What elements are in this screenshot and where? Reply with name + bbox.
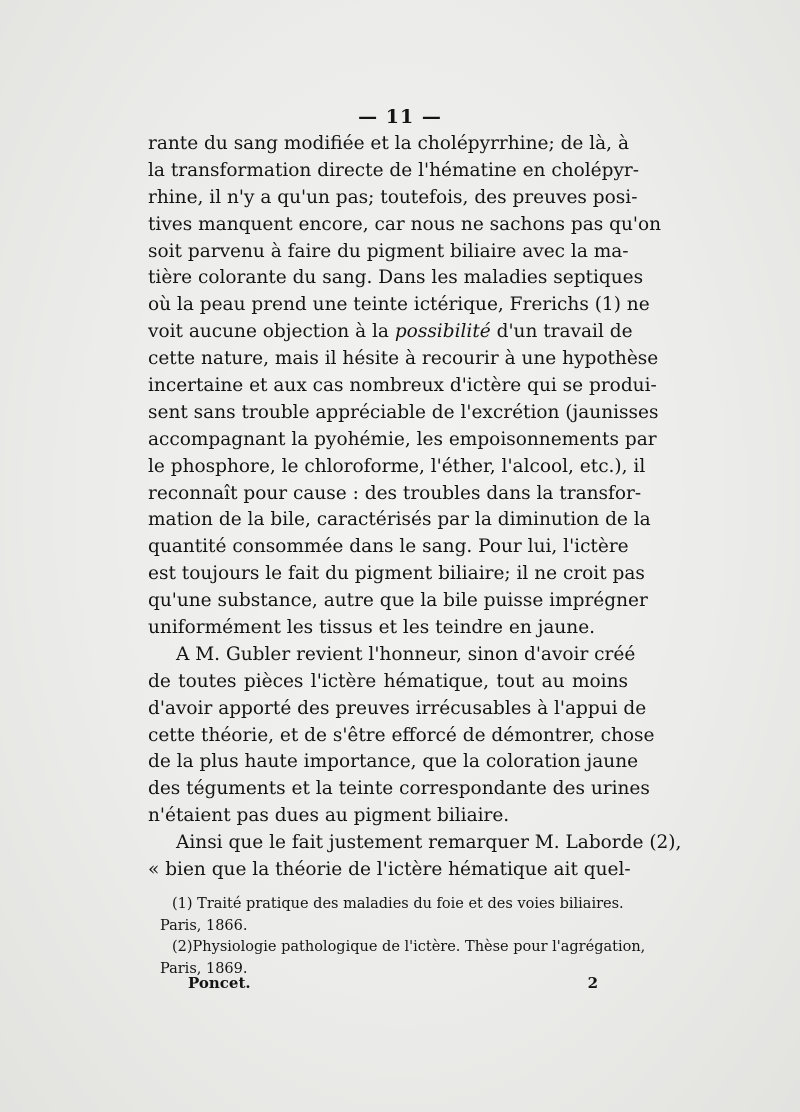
text-line: quantité consommée dans le sang. Pour lui, l'ictère: [148, 536, 629, 558]
text-line: rante du sang modifiée et la cholépyrrhine; de là, à: [148, 133, 629, 154]
page-footer: [188, 974, 598, 992]
text-line: qu'une substance, autre que la bile puisse imprégner: [148, 590, 648, 612]
text-line: cette nature, mais il hésite à recourir à une hypothèse: [148, 348, 659, 370]
text-line: reconnaît pour cause : des troubles dans la transfor-: [148, 482, 642, 504]
footer-author: Poncet.: [188, 974, 251, 992]
footnote-2-line-2: Paris, 1869.: [160, 960, 248, 977]
signature-mark: 2: [587, 974, 598, 992]
text-line: de la plus haute importance, que la coloration jaune: [148, 751, 639, 773]
text-line: A M. Gubler revient l'honneur, sinon d'avoir créé: [176, 643, 636, 665]
text-line: cette théorie, et de s'être efforcé de démontrer, chose: [148, 724, 655, 746]
text-line: la transformation directe de l'hématine en cholépyr-: [148, 159, 640, 181]
text-line: tière colorante du sang. Dans les maladies septiques: [148, 267, 644, 289]
text-line: « bien que la théorie de l'ictère hématique ait quel-: [148, 859, 631, 881]
text-line: Ainsi que le fait justement remarquer M. Laborde (2),: [176, 832, 682, 854]
text-line: où la peau prend une teinte ictérique, Frerichs (1) ne: [148, 294, 650, 316]
text-line: voit aucune objection à la possibilité d'un travail de: [148, 321, 633, 343]
text-line: sent sans trouble appréciable de l'excrétion (jaunisses: [148, 401, 659, 423]
footnote-1-line-1: (1) Traité pratique des maladies du foie et des voies biliaires.: [172, 896, 624, 912]
text-line: n'étaient pas dues au pigment biliaire.: [148, 805, 510, 827]
text-line: mation de la bile, caractérisés par la diminution de la: [148, 509, 651, 531]
text-line: de toutes pièces l'ictère hématique, tout au moins: [148, 670, 628, 692]
text-line: des téguments et la teinte correspondante des urines: [148, 778, 650, 800]
text-line: est toujours le fait du pigment biliaire; il ne croit pas: [148, 563, 645, 585]
footnote-1-line-2: Paris, 1866.: [160, 917, 248, 934]
text-line: incertaine et aux cas nombreux d'ictère qui se produi-: [148, 375, 657, 397]
text-line: tives manquent encore, car nous ne sachons pas qu'on: [148, 213, 662, 235]
body-text: [148, 131, 682, 884]
text-line: uniformément les tissus et les teindre en jaune.: [148, 617, 596, 639]
text-line: le phosphore, le chloroforme, l'éther, l'alcool, etc.), il: [148, 455, 646, 477]
text-line: rhine, il n'y a qu'un pas; toutefois, des preuves posi-: [148, 186, 638, 208]
text-line: d'avoir apporté des preuves irrécusables à l'appui de: [148, 697, 647, 719]
footnote-2-line-1: (2)Physiologie pathologique de l'ictère. Thèse pour l'agrégation,: [172, 939, 646, 955]
text-line: soit parvenu à faire du pigment biliaire avec la ma-: [148, 240, 629, 262]
text-line: accompagnant la pyohémie, les empoisonnements par: [148, 428, 657, 450]
page-number: — 11 —: [358, 106, 442, 128]
footnotes: [160, 894, 646, 980]
